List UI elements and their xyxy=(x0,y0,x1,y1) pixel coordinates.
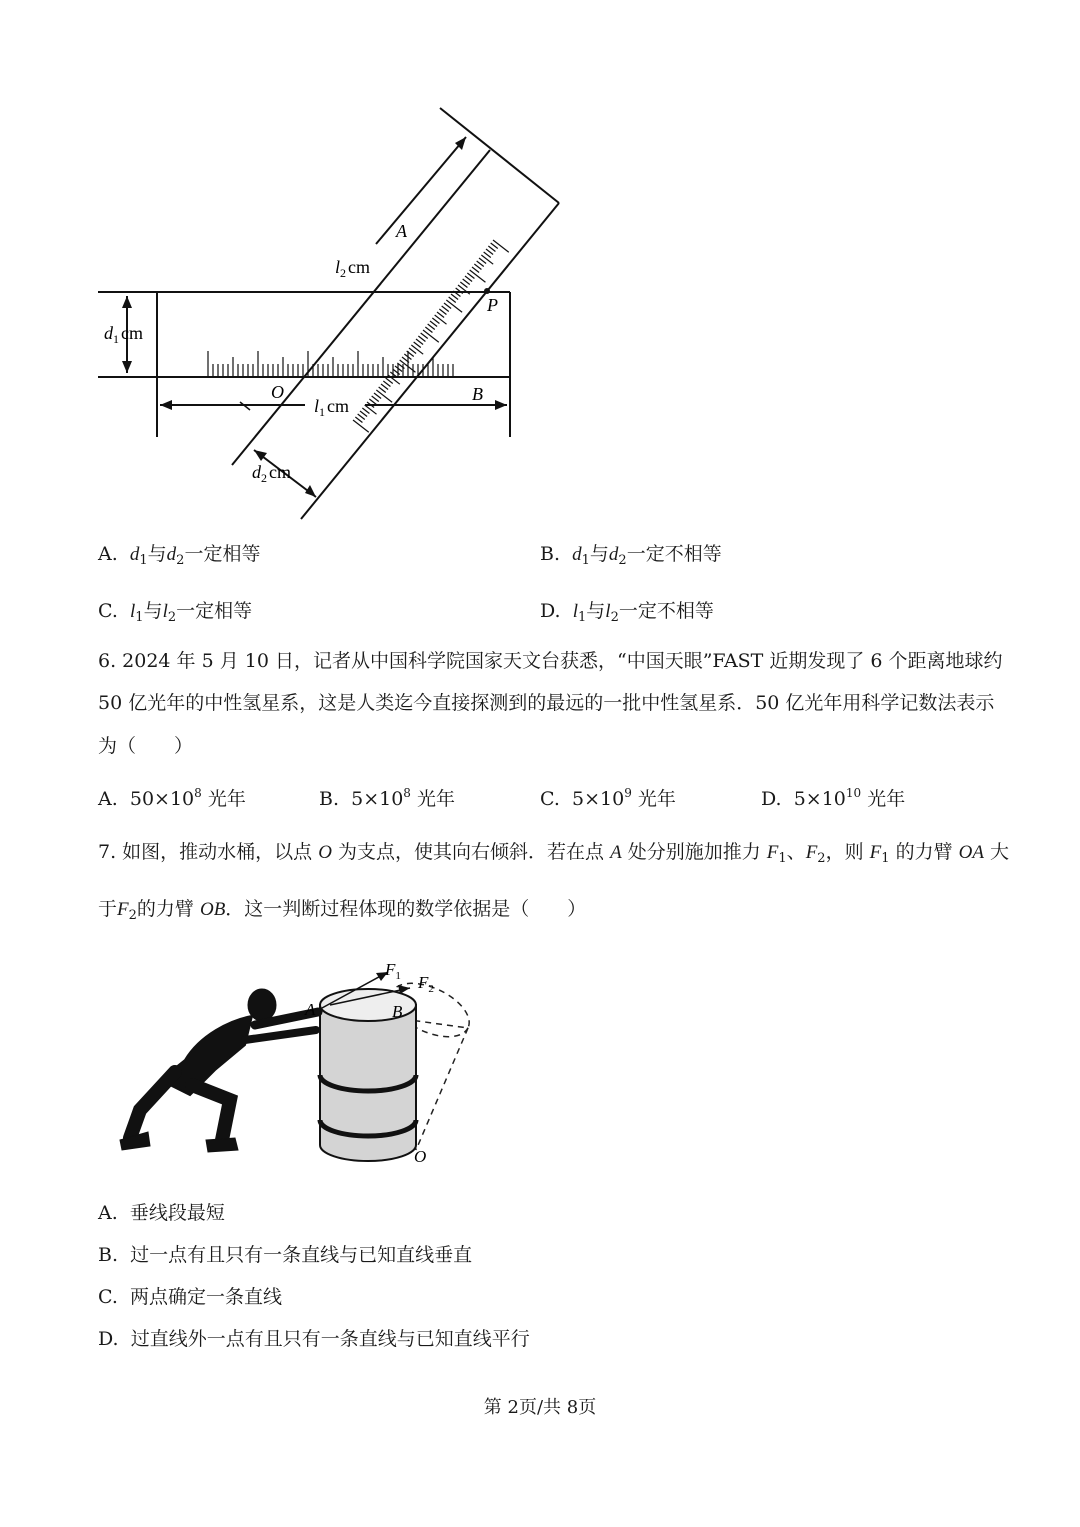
q7-option-c[interactable]: C. 两点确定一条直线 xyxy=(98,1286,283,1308)
ruler-tick xyxy=(437,312,444,318)
ruler-tick xyxy=(465,276,472,282)
ruler-tick xyxy=(409,348,416,354)
figure2-label-b: B xyxy=(392,1002,403,1021)
ruler-tick xyxy=(362,408,369,414)
q5-option-d[interactable]: D. $l_1$与$l_2$一定不相等 xyxy=(540,600,714,625)
figure1-label-p: P xyxy=(487,295,498,315)
q7-stem-line2: 于$F_2$的力臂 OB．这一判断过程体现的数学依据是（ ） xyxy=(98,898,587,923)
ruler-tick xyxy=(477,261,484,267)
figure2-f1-label: $F_1$ xyxy=(385,960,401,982)
ruler-tick xyxy=(414,342,421,348)
q6-option-d[interactable]: D. $5\times 10^{10}$ 光年 xyxy=(761,786,906,810)
figure2-label-a: A xyxy=(305,1000,316,1019)
ruler-tick xyxy=(444,303,451,309)
ruler-tick xyxy=(479,258,486,264)
q5-option-b[interactable]: B. $d_1$与$d_2$一定不相等 xyxy=(540,543,722,568)
ruler-tick xyxy=(486,249,493,255)
ruler-tick xyxy=(467,273,474,279)
q6-option-b[interactable]: B. $5\times 10^8$ 光年 xyxy=(319,786,455,810)
ruler-tick xyxy=(421,333,428,339)
ruler-tick xyxy=(463,279,470,285)
figure2-f2-label: $F_2$ xyxy=(418,973,434,995)
figure1-d2-label: $d_2$ cm xyxy=(252,462,291,485)
q7-option-a[interactable]: A. 垂线段最短 xyxy=(98,1202,225,1224)
ruler-tick xyxy=(386,378,393,384)
person-pushing-icon xyxy=(120,989,318,1152)
ruler-tick xyxy=(491,243,498,249)
figure1-l2-label: $l_2$ cm xyxy=(335,257,371,280)
ruler-tick xyxy=(374,393,381,399)
q7-option-d[interactable]: D. 过直线外一点有且只有一条直线与已知直线平行 xyxy=(98,1328,530,1350)
q6-option-a[interactable]: A. $50\times 10^8$ 光年 xyxy=(98,786,246,810)
figure1-label-a: A xyxy=(396,221,407,241)
ruler-tick xyxy=(358,414,365,420)
ruler-strip-figure xyxy=(90,95,570,530)
figure1-l1-label: $l_1$ cm xyxy=(314,396,350,419)
q6-stem-line3: 为（ ） xyxy=(98,735,194,757)
ruler-tick xyxy=(435,315,447,324)
ruler-tick xyxy=(449,297,456,303)
q7-stem-line1: 7. 如图，推动水桶，以点 O 为支点，使其向右倾斜．若在点 A 处分别施加推力 $F_1$、$F_2$，则 $F_1$ 的力臂 OA 大 xyxy=(98,841,1010,866)
figure2-label-o: O xyxy=(414,1147,427,1166)
ruler-tick xyxy=(360,411,367,417)
ruler-tick xyxy=(484,252,491,258)
q6-option-c[interactable]: C. $5\times 10^9$ 光年 xyxy=(540,786,676,810)
pushing-bucket-figure xyxy=(110,950,480,1175)
figure1-label-b: B xyxy=(472,384,483,404)
ruler-tick xyxy=(451,294,458,300)
q5-option-a[interactable]: A. $d_1$与$d_2$一定相等 xyxy=(98,543,261,568)
ruler-tick xyxy=(383,381,390,387)
ruler-tick xyxy=(372,396,379,402)
figure1-d1-label: $d_1$ cm xyxy=(104,323,143,346)
figure1-label-o: O xyxy=(271,382,284,402)
ruler-tick xyxy=(418,336,425,342)
ruler-tick xyxy=(460,282,467,288)
ruler-tick xyxy=(432,318,439,324)
ruler-tick xyxy=(430,321,437,327)
ruler-tick xyxy=(439,309,446,315)
ruler-tick xyxy=(488,246,495,252)
ruler-tick xyxy=(381,384,388,390)
ruler-tick xyxy=(411,345,423,354)
ruler-tick xyxy=(355,417,362,423)
page-footer: 第 2页/共 8页 xyxy=(483,1397,597,1418)
ruler-tick xyxy=(472,267,479,273)
ruler-tick xyxy=(393,369,400,375)
ruler-tick xyxy=(481,255,493,264)
ruler-tick xyxy=(428,324,435,330)
q7-option-b[interactable]: B. 过一点有且只有一条直线与已知直线垂直 xyxy=(98,1244,473,1266)
q5-option-c[interactable]: C. $l_1$与$l_2$一定相等 xyxy=(98,600,253,625)
ruler-tick xyxy=(416,339,423,345)
ruler-tick xyxy=(365,405,377,414)
ruler-tick xyxy=(379,387,386,393)
ruler-tick xyxy=(442,306,449,312)
ruler-tick xyxy=(474,264,481,270)
ruler-tick xyxy=(369,399,376,405)
ruler-tick xyxy=(425,327,432,333)
q6-stem-line2: 50 亿光年的中性氢星系，这是人类迄今直接探测到的最远的一批中性氢星系．50 亿光年用科学记数法表示 xyxy=(98,692,995,714)
q6-stem-line1: 6. 2024 年 5 月 10 日，记者从中国科学院国家天文台获悉，“中国天眼”FAST 近期发现了 6 个距离地球约 xyxy=(98,650,1003,672)
